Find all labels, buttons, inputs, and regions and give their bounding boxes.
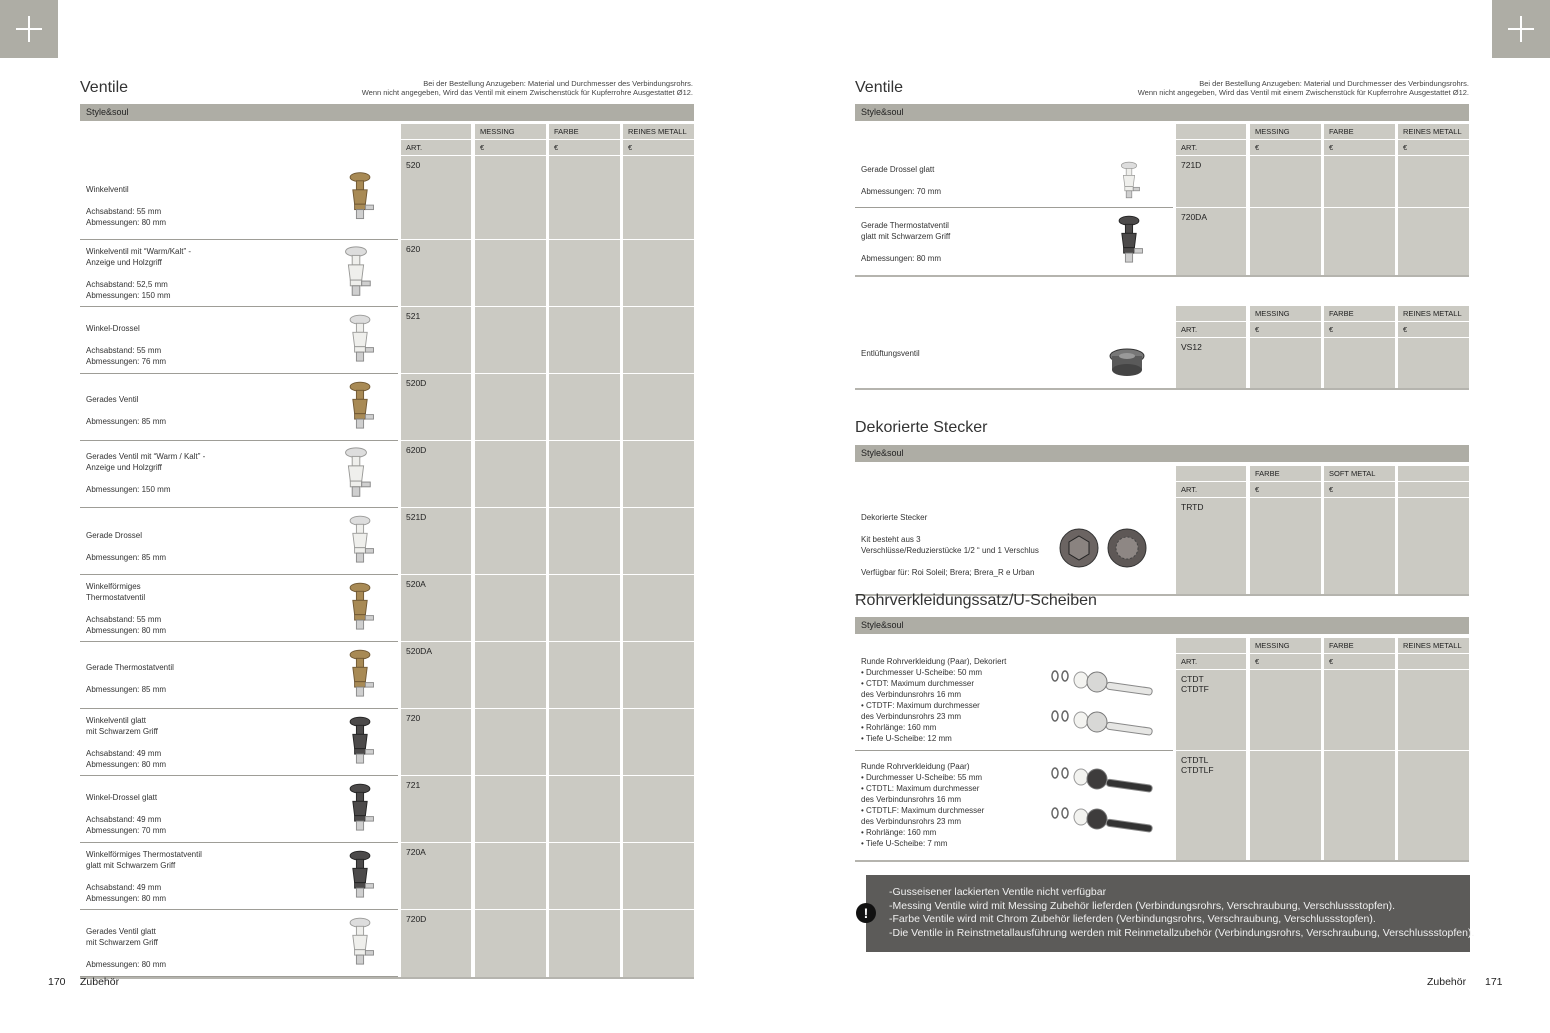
price-column [475,124,546,977]
product-row [80,575,398,642]
product-row [80,374,398,441]
column-header: REINES METALL [1398,638,1469,654]
article-number: 520A [406,579,426,589]
currency-cell [1398,482,1469,498]
article-number: 620 [406,244,421,254]
column-header: SOFT METAL [1324,466,1395,482]
column-header: FARBE [1324,306,1395,322]
product-row [80,240,398,307]
product-row [80,910,398,977]
product-description: Winkelförmiges Thermostatventil glatt mit Schwarzem Griff Achsabstand: 49 mm Abmessungen: 80 mm [86,850,202,903]
currency-cell: € [1324,654,1395,670]
article-number: 720A [406,847,426,857]
product-description: Gerades Ventil mit “Warm / Kalt” - Anzeige und Holzgriff Abmessungen: 150 mm [86,452,206,494]
product-row [855,208,1173,275]
price-column [1324,124,1395,275]
style-bar: Style&soul [855,445,1469,462]
valve-product-icon [342,160,378,239]
product-row [80,307,398,374]
expand-plus-icon[interactable] [1492,0,1550,58]
column-header: MESSING [1250,124,1321,140]
art-column [1176,638,1246,860]
product-description: Winkel-Drossel Achsabstand: 55 mm Abmessungen: 76 mm [86,324,167,366]
article-number: 521D [406,512,427,522]
notice-line: -Gusseisener lackierten Ventile nicht verfügbar [889,886,1107,898]
currency-cell: € [1398,140,1469,156]
price-column [623,124,694,977]
product-description: Runde Rohrverkleidung (Paar) • Durchmesser U-Scheibe: 55 mm • CTDTL: Maximum durchmesser des Verbindunsrohrs 16 mm • CTDTLF: Maximum durchmesser des Verbindunsrohrs 23 mm • Rohrlänge: 160 mm • Tiefe U-Scheibe: 7 mm [861,762,985,848]
article-number: 520 [406,160,421,170]
article-number: 521 [406,311,421,321]
product-description: Winkel-Drossel glatt Achsabstand: 49 mm Abmessungen: 70 mm [86,793,167,835]
price-column [1250,306,1321,388]
valve-product-icon [334,244,378,306]
product-description: Gerade Drossel glatt Abmessungen: 70 mm [861,165,942,196]
notice-line: -Farbe Ventile wird mit Chrom Zubehör lieferden (Verbindungsrohrs, Verschraubung, Verschlussstopfen). [889,913,1376,925]
column-header: FARBE [1250,466,1321,482]
price-column [1398,306,1469,388]
currency-cell: € [1250,140,1321,156]
currency-cell: € [1250,482,1321,498]
product-row [80,776,398,843]
product-row [80,709,398,776]
currency-cell: € [1250,322,1321,338]
column-header-art: ART. [1176,482,1246,498]
valve-product-icon [342,914,378,976]
product-description: Gerades Ventil Abmessungen: 85 mm [86,395,167,426]
column-header: MESSING [1250,306,1321,322]
valve-product-icon [1049,668,1157,751]
currency-cell: € [475,140,546,156]
price-column [1250,638,1321,860]
product-row [855,338,1173,388]
product-row [80,642,398,709]
section-title-rohrverkleidung: Rohrverkleidungssatz/U-Scheiben [855,592,1097,609]
style-bar: Style&soul [855,617,1469,634]
column-header-art: ART. [1176,140,1246,156]
price-column [1324,306,1395,388]
column-header: REINES METALL [1398,124,1469,140]
page-title: Ventile [80,79,129,96]
article-number: CTDT CTDTF [1181,674,1209,694]
product-description: Gerades Ventil glatt mit Schwarzem Griff Abmessungen: 80 mm [86,927,167,969]
product-row [855,156,1173,208]
notice-box [863,875,1475,952]
product-row [855,498,1173,594]
valve-product-icon [342,646,378,708]
section-title-dekorierte-stecker: Dekorierte Stecker [855,419,988,436]
page-number: 171 [1485,976,1503,988]
column-header: MESSING [475,124,546,140]
product-row [80,508,398,575]
product-description: Dekorierte Stecker Kit besteht aus 3 Verschlüsse/Reduzierstücke 1/2 “ und 1 Verschlus Verfügbar für: Roi Soleil; Brera; Brera_R e Urban [861,513,1039,577]
notice-line: -Messing Ventile wird mit Messing Zubehör lieferden (Verbindungsrohrs, Verschraubung, Verschlussstopfen). [889,899,1396,912]
valve-product-icon [1107,346,1147,387]
price-column [1324,638,1395,860]
product-row [80,843,398,910]
price-column [1398,638,1469,860]
valve-product-icon [342,847,378,909]
product-description: Winkelförmiges Thermostatventil Achsabstand: 55 mm Abmessungen: 80 mm [86,582,167,635]
product-description: Entlüftungsventil [861,349,920,358]
product-description: Winkelventil glatt mit Schwarzem Griff Achsabstand: 49 mm Abmessungen: 80 mm [86,716,167,769]
column-header-art: ART. [1176,322,1246,338]
currency-cell: € [1398,322,1469,338]
article-number: TRTD [1181,502,1204,512]
currency-cell: € [1324,322,1395,338]
style-bar: Style&soul [80,104,694,121]
valve-product-icon [342,713,378,775]
price-column [1250,466,1321,594]
article-number: 520DA [406,646,432,656]
valve-product-icon [342,378,378,440]
price-column [1398,466,1469,594]
page-number: 170 [48,976,66,988]
product-description: Winkelventil Achsabstand: 55 mm Abmessungen: 80 mm [86,185,167,227]
article-number: 620D [406,445,427,455]
column-header-art: ART. [401,140,471,156]
column-header: FARBE [1324,124,1395,140]
article-number: 721D [1181,160,1202,170]
article-number: 720D [406,914,427,924]
article-number: VS12 [1181,342,1202,352]
product-row [80,156,398,240]
column-header: REINES METALL [1398,306,1469,322]
currency-cell: € [549,140,620,156]
currency-cell: € [1324,482,1395,498]
expand-plus-icon[interactable] [0,0,58,58]
style-bar: Style&soul [855,104,1469,121]
column-header: FARBE [1324,638,1395,654]
art-column [1176,124,1246,275]
price-column [549,124,620,977]
article-number: 720DA [1181,212,1207,222]
product-description: Gerade Thermostatventil Abmessungen: 85 mm [86,663,174,694]
product-row [80,441,398,508]
valve-product-icon [1049,765,1157,848]
product-description: Gerade Drossel Abmessungen: 85 mm [86,531,167,562]
valve-product-icon [1057,526,1149,575]
column-header: MESSING [1250,638,1321,654]
article-number: 520D [406,378,427,388]
valve-product-icon [1111,212,1147,274]
valve-product-icon [342,512,378,574]
price-column [1398,124,1469,275]
article-number: 721 [406,780,421,790]
product-row [855,751,1173,860]
footer-label: Zubehör [1427,976,1467,988]
price-column [1324,466,1395,594]
product-description: Runde Rohrverkleidung (Paar), Dekoriert • Durchmesser U-Scheibe: 50 mm • CTDT: Maximum durchmesser des Verbindunsrohrs 16 mm • CTDTF: Maximum durchmesser des Verbindunsrohrs 23 mm • Rohrlänge: 160 mm • Tiefe U-Scheibe: 12 mm [861,657,1007,743]
exclamation-icon: ! [856,903,876,923]
notice-line: -Die Ventile in Reinstmetallausführung werden mit Reinmetallzubehör (Verbindungsrohrs, Verschraubung, Verschlussstopfen). [889,926,1475,939]
column-header: REINES METALL [623,124,694,140]
currency-cell [1398,654,1469,670]
product-row [855,657,1173,751]
product-description: Gerade Thermostatventil glatt mit Schwarzem Griff Abmessungen: 80 mm [861,221,951,263]
footer-label: Zubehör [80,976,120,988]
column-header-art: ART. [1176,654,1246,670]
price-column [1250,124,1321,275]
order-note: Bei der Bestellung Anzugeben: Material und Durchmesser des Verbindungsrohrs. Wenn nicht angegeben, Wird das Ventil mit einem Zwischenstück für Kupferrohre Ausgestattet Ø12. [361,79,693,97]
valve-product-icon [342,311,378,373]
article-number: CTDTL CTDTLF [1181,755,1214,775]
currency-cell: € [1250,654,1321,670]
valve-product-icon [342,579,378,641]
valve-product-icon [342,780,378,842]
valve-product-icon [1111,160,1147,207]
valve-product-icon [334,445,378,507]
art-column [1176,466,1246,594]
product-description: Winkelventil mit “Warm/Kalt” - Anzeige und Holzgriff Achsabstand: 52,5 mm Abmessungen: 150 mm [86,247,192,300]
page-title: Ventile [855,79,904,96]
currency-cell: € [1324,140,1395,156]
order-note: Bei der Bestellung Anzugeben: Material und Durchmesser des Verbindungsrohrs. Wenn nicht angegeben, Wird das Ventil mit einem Zwischenstück für Kupferrohre Ausgestattet Ø12. [1137,79,1469,97]
column-header [1398,466,1469,482]
column-header: FARBE [549,124,620,140]
currency-cell: € [623,140,694,156]
article-number: 720 [406,713,421,723]
